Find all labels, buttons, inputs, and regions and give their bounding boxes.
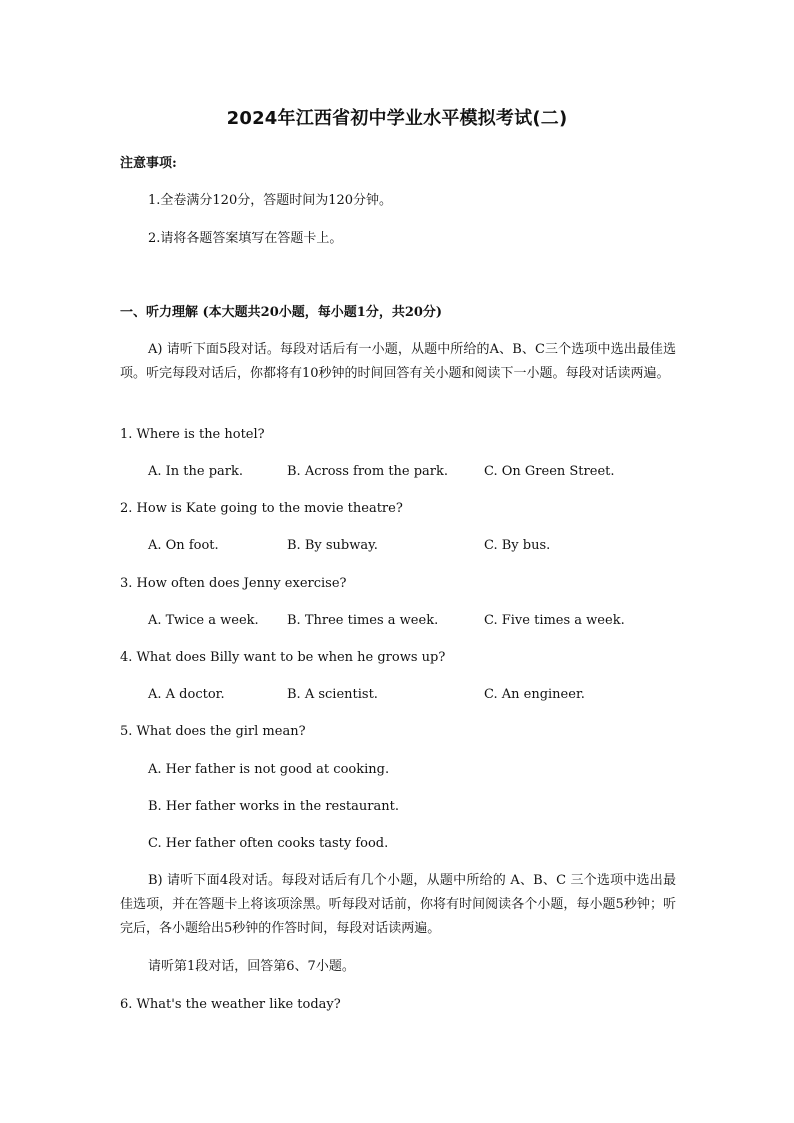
question-4-option-a: A. A doctor. xyxy=(148,687,225,702)
dialog-1-prompt: 请听第1段对话，回答第6、7小题。 xyxy=(148,959,355,974)
question-1-option-a: A. In the park. xyxy=(148,464,244,479)
question-1: 1. Where is the hotel? xyxy=(120,427,265,442)
question-4-option-c: C. An engineer. xyxy=(484,687,585,702)
question-2-option-b: B. By subway. xyxy=(287,538,378,553)
partA-instructions: A) 请听下面5段对话。每段对话后有一小题，从题中所给的A、B、C三个选项中选出最佳选项。听完每段对话后，你都将有10秒钟的时间回答有关小题和阅读下一小题。每段对话读两遍。 xyxy=(120,342,676,381)
question-3-option-c: C. Five times a week. xyxy=(484,613,625,628)
notes-heading: 注意事项: xyxy=(120,156,177,171)
question-5-option-b: B. Her father works in the restaurant. xyxy=(148,799,399,814)
notes-item-1: 1.全卷满分120分，答题时间为120分钟。 xyxy=(148,193,393,208)
section1-heading: 一、听力理解 (本大题共20小题，每小题1分，共20分) xyxy=(120,305,443,320)
question-3-option-a: A. Twice a week. xyxy=(148,613,259,628)
question-3: 3. How often does Jenny exercise? xyxy=(120,576,347,591)
partB-instructions: B) 请听下面4段对话。每段对话后有几个小题，从题中所给的 A、B、C 三个选项中选出最佳选项，并在答题卡上将该项涂黑。听每段对话前，你将有时间阅读各个小题，每小题5秒钟；听完后，各小题给出5秒钟的作答时间，每段对话读两遍。 xyxy=(120,873,676,936)
question-5-option-a: A. Her father is not good at cooking. xyxy=(148,762,390,777)
notes-item-2: 2.请将各题答案填写在答题卡上。 xyxy=(148,231,343,246)
question-2-option-c: C. By bus. xyxy=(484,538,551,553)
question-5: 5. What does the girl mean? xyxy=(120,724,306,739)
question-1-option-c: C. On Green Street. xyxy=(484,464,615,479)
question-5-option-c: C. Her father often cooks tasty food. xyxy=(148,836,389,851)
question-2-option-a: A. On foot. xyxy=(148,538,219,553)
question-6: 6. What's the weather like today? xyxy=(120,997,341,1012)
question-4: 4. What does Billy want to be when he grows up? xyxy=(120,650,446,665)
question-3-option-b: B. Three times a week. xyxy=(287,613,439,628)
question-4-option-b: B. A scientist. xyxy=(287,687,378,702)
question-1-option-b: B. Across from the park. xyxy=(287,464,449,479)
exam-title: 2024年江西省初中学业水平模拟考试(二) xyxy=(226,108,568,129)
question-2: 2. How is Kate going to the movie theatre? xyxy=(120,501,403,516)
